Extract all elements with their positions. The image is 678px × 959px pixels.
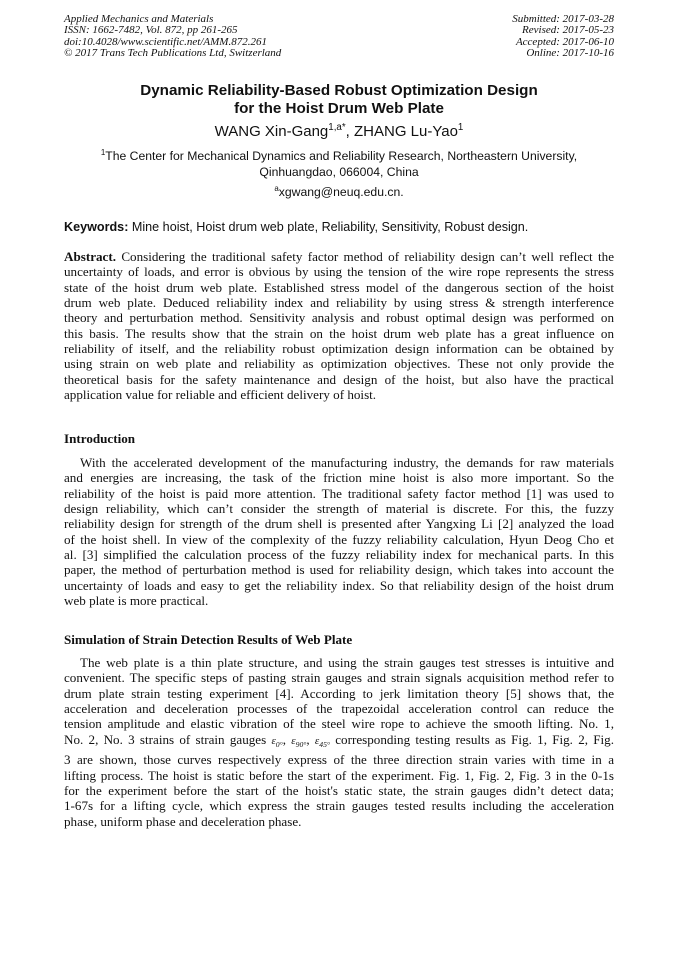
simulation-paragraph: [64, 655, 614, 829]
email: [0, 185, 678, 199]
paper-title: [0, 82, 678, 118]
title-line: for the Hoist Drum Web Plate: [234, 100, 444, 117]
text-segment: corresponding testing results as Fig. 1, Fig. 2, Fig.: [330, 731, 615, 747]
text-line: theory and perturbation method. Sensitivity analysis and robust optimal design was performed on: [64, 310, 614, 326]
header-line: Submitted: 2017-03-28: [512, 13, 614, 25]
text-line: theoretical basis for the safety maintenance and design of the hoist, but also have the practical: [64, 371, 614, 387]
affiliation: [0, 149, 678, 180]
author-name: WANG Xin-Gang: [214, 123, 329, 140]
text-line: using strain on web plate and reliability as optimization objectives. These not only provide the: [64, 356, 614, 372]
text-line: of the hoist shell. In view of the complexity of the fuzzy reliability calculation, Hyun Deog Cho et: [64, 531, 614, 547]
epsilon: ε: [271, 734, 276, 747]
text-segment: No. 2, No. 3 strains of strain gauges: [64, 731, 272, 747]
title-line: Dynamic Reliability-Based Robust Optimization Design: [140, 82, 538, 99]
header-line: Online: 2017-10-16: [526, 46, 614, 59]
text-line: drum web plate. Deduced reliability index and reliability by using stress & strength interference: [64, 295, 614, 311]
text-line: 1-67s for a lifting cycle, which express the strain gauges tested results including the acceleration: [64, 798, 614, 814]
header-line: Applied Mechanics and Materials: [64, 13, 214, 25]
text-line: The web plate is a thin plate structure, and using the strain gauges test stresses is intuitive and: [80, 655, 614, 670]
author-affil-mark: 1: [457, 122, 464, 133]
text-line: reliability design for strength of the drum shell is presented after Yangxing Li [2] analyzed the load: [64, 516, 614, 532]
header-line: doi:10.4028/www.scientific.net/AMM.872.261: [64, 35, 267, 48]
comma: ,: [306, 731, 315, 747]
text-line: reliability of the hoist is paid more attention. The traditional safety factor method [1] was used to: [64, 485, 614, 501]
strain-angle: 45°: [319, 739, 330, 749]
text-line: reliability of itself, and the reliability robust optimization design information can be obtained by: [64, 341, 614, 357]
strain-symbol: [291, 735, 306, 747]
author-name: ZHANG Lu-Yao: [353, 123, 458, 140]
epsilon: ε: [314, 734, 320, 747]
text-line: 3 are shown, those curves respectively express of the three direction strain varies with time in a: [64, 752, 614, 768]
text-line: tension amplitude and elastic vibration of the steel wire rope to achieve the smooth lifting. No. 1,: [64, 716, 614, 732]
text-line: application value for reliable and efficient delivery of hoist.: [64, 387, 377, 403]
text-line: uncertainty of loads and easy to get the reliability index. So that reliability design of the hoist drum: [64, 577, 614, 593]
section-heading-simulation: Simulation of Strain Detection Results of Web Plate: [64, 632, 353, 647]
header-line: Accepted: 2017-06-10: [515, 35, 614, 48]
submission-dates: [512, 14, 614, 59]
header-line: Revised: 2017-05-23: [522, 24, 614, 37]
keywords: [64, 220, 528, 234]
text-line: al. [3] simplified the calculation process of the fuzzy reliability index for mechanical parts. In this: [64, 547, 614, 563]
abstract: [64, 249, 614, 402]
authors: [0, 123, 678, 140]
text-line: web plate is more practical.: [64, 593, 209, 609]
separator: ,: [345, 123, 354, 140]
text-line: [64, 732, 614, 753]
text-line: convenient. The specific steps of pasting strain gauges and strain signals acquisition method refer to: [64, 670, 614, 686]
text-line: uncertainty of loads, and error is obvious by using the tension of the wire rope represents the stress: [64, 264, 614, 280]
journal-info: [64, 14, 281, 59]
text-line: state of the hoist drum web plate. Established stress model of the dangerous section of the hoist: [64, 279, 614, 295]
affil-line: The Center for Mechanical Dynamics and Reliability Research, Northeastern University,: [105, 149, 578, 163]
comma: ,: [282, 731, 292, 747]
affil-line: Qinhuangdao, 066004, China: [259, 164, 419, 179]
keywords-text: Mine hoist, Hoist drum web plate, Reliability, Sensitivity, Robust design.: [128, 220, 529, 234]
text-line: acceleration and deceleration processes of the trapezoidal acceleration control can reduce the: [64, 701, 614, 717]
text-line: [64, 249, 614, 264]
keywords-label: Keywords:: [64, 220, 129, 234]
text-line: design reliability, which can’t consider the strength of material is discrete. For this, the fuzzy: [64, 501, 614, 517]
section-heading-introduction: Introduction: [64, 431, 136, 446]
affil-mark: 1: [100, 147, 106, 157]
text-line: drum plate strain testing experiment [4]. According to jerk limitation theory [5] shows that, the: [64, 685, 614, 701]
abstract-label: Abstract.: [64, 249, 116, 264]
author-affil-mark: 1,a*: [328, 122, 346, 133]
header-line: © 2017 Trans Tech Publications Ltd, Switzerland: [64, 46, 282, 59]
abstract-text: Considering the traditional safety factor method of reliability design can’t well reflect the: [116, 249, 614, 264]
text-line: this basis. The results show that the strain on the hoist drum web plate has a great influence on: [64, 325, 614, 341]
text-line: for the experiment before the start of the hoist's static state, the strain gauges didn’t detect data;: [64, 782, 614, 798]
text-line: and energies are increasing, the task of the friction mine hoist is also more important. So the: [64, 470, 614, 486]
text-line: With the accelerated development of the manufacturing industry, the demands for raw materials: [80, 455, 614, 470]
strain-symbol: [315, 735, 330, 747]
header-line: ISSN: 1662-7482, Vol. 872, pp 261-265: [64, 24, 238, 37]
text-line: paper, the method of perturbation method is used for reliability design, which takes into account the: [64, 562, 614, 578]
epsilon: ε: [291, 734, 296, 747]
strain-angle: 90°: [295, 739, 307, 749]
email-mark: a: [274, 183, 279, 193]
strain-symbol: [271, 735, 282, 747]
text-line: lifting process. The hoist is static before the start of the experiment. Fig. 1, Fig. 2, Fig. 3 in the 0-1s: [64, 767, 614, 783]
email-address[interactable]: xgwang@neuq.edu.cn.: [278, 185, 404, 199]
strain-angle: 0°: [275, 739, 283, 749]
introduction-paragraph: [64, 455, 614, 608]
text-line: phase, uniform phase and deceleration phase.: [64, 813, 302, 829]
